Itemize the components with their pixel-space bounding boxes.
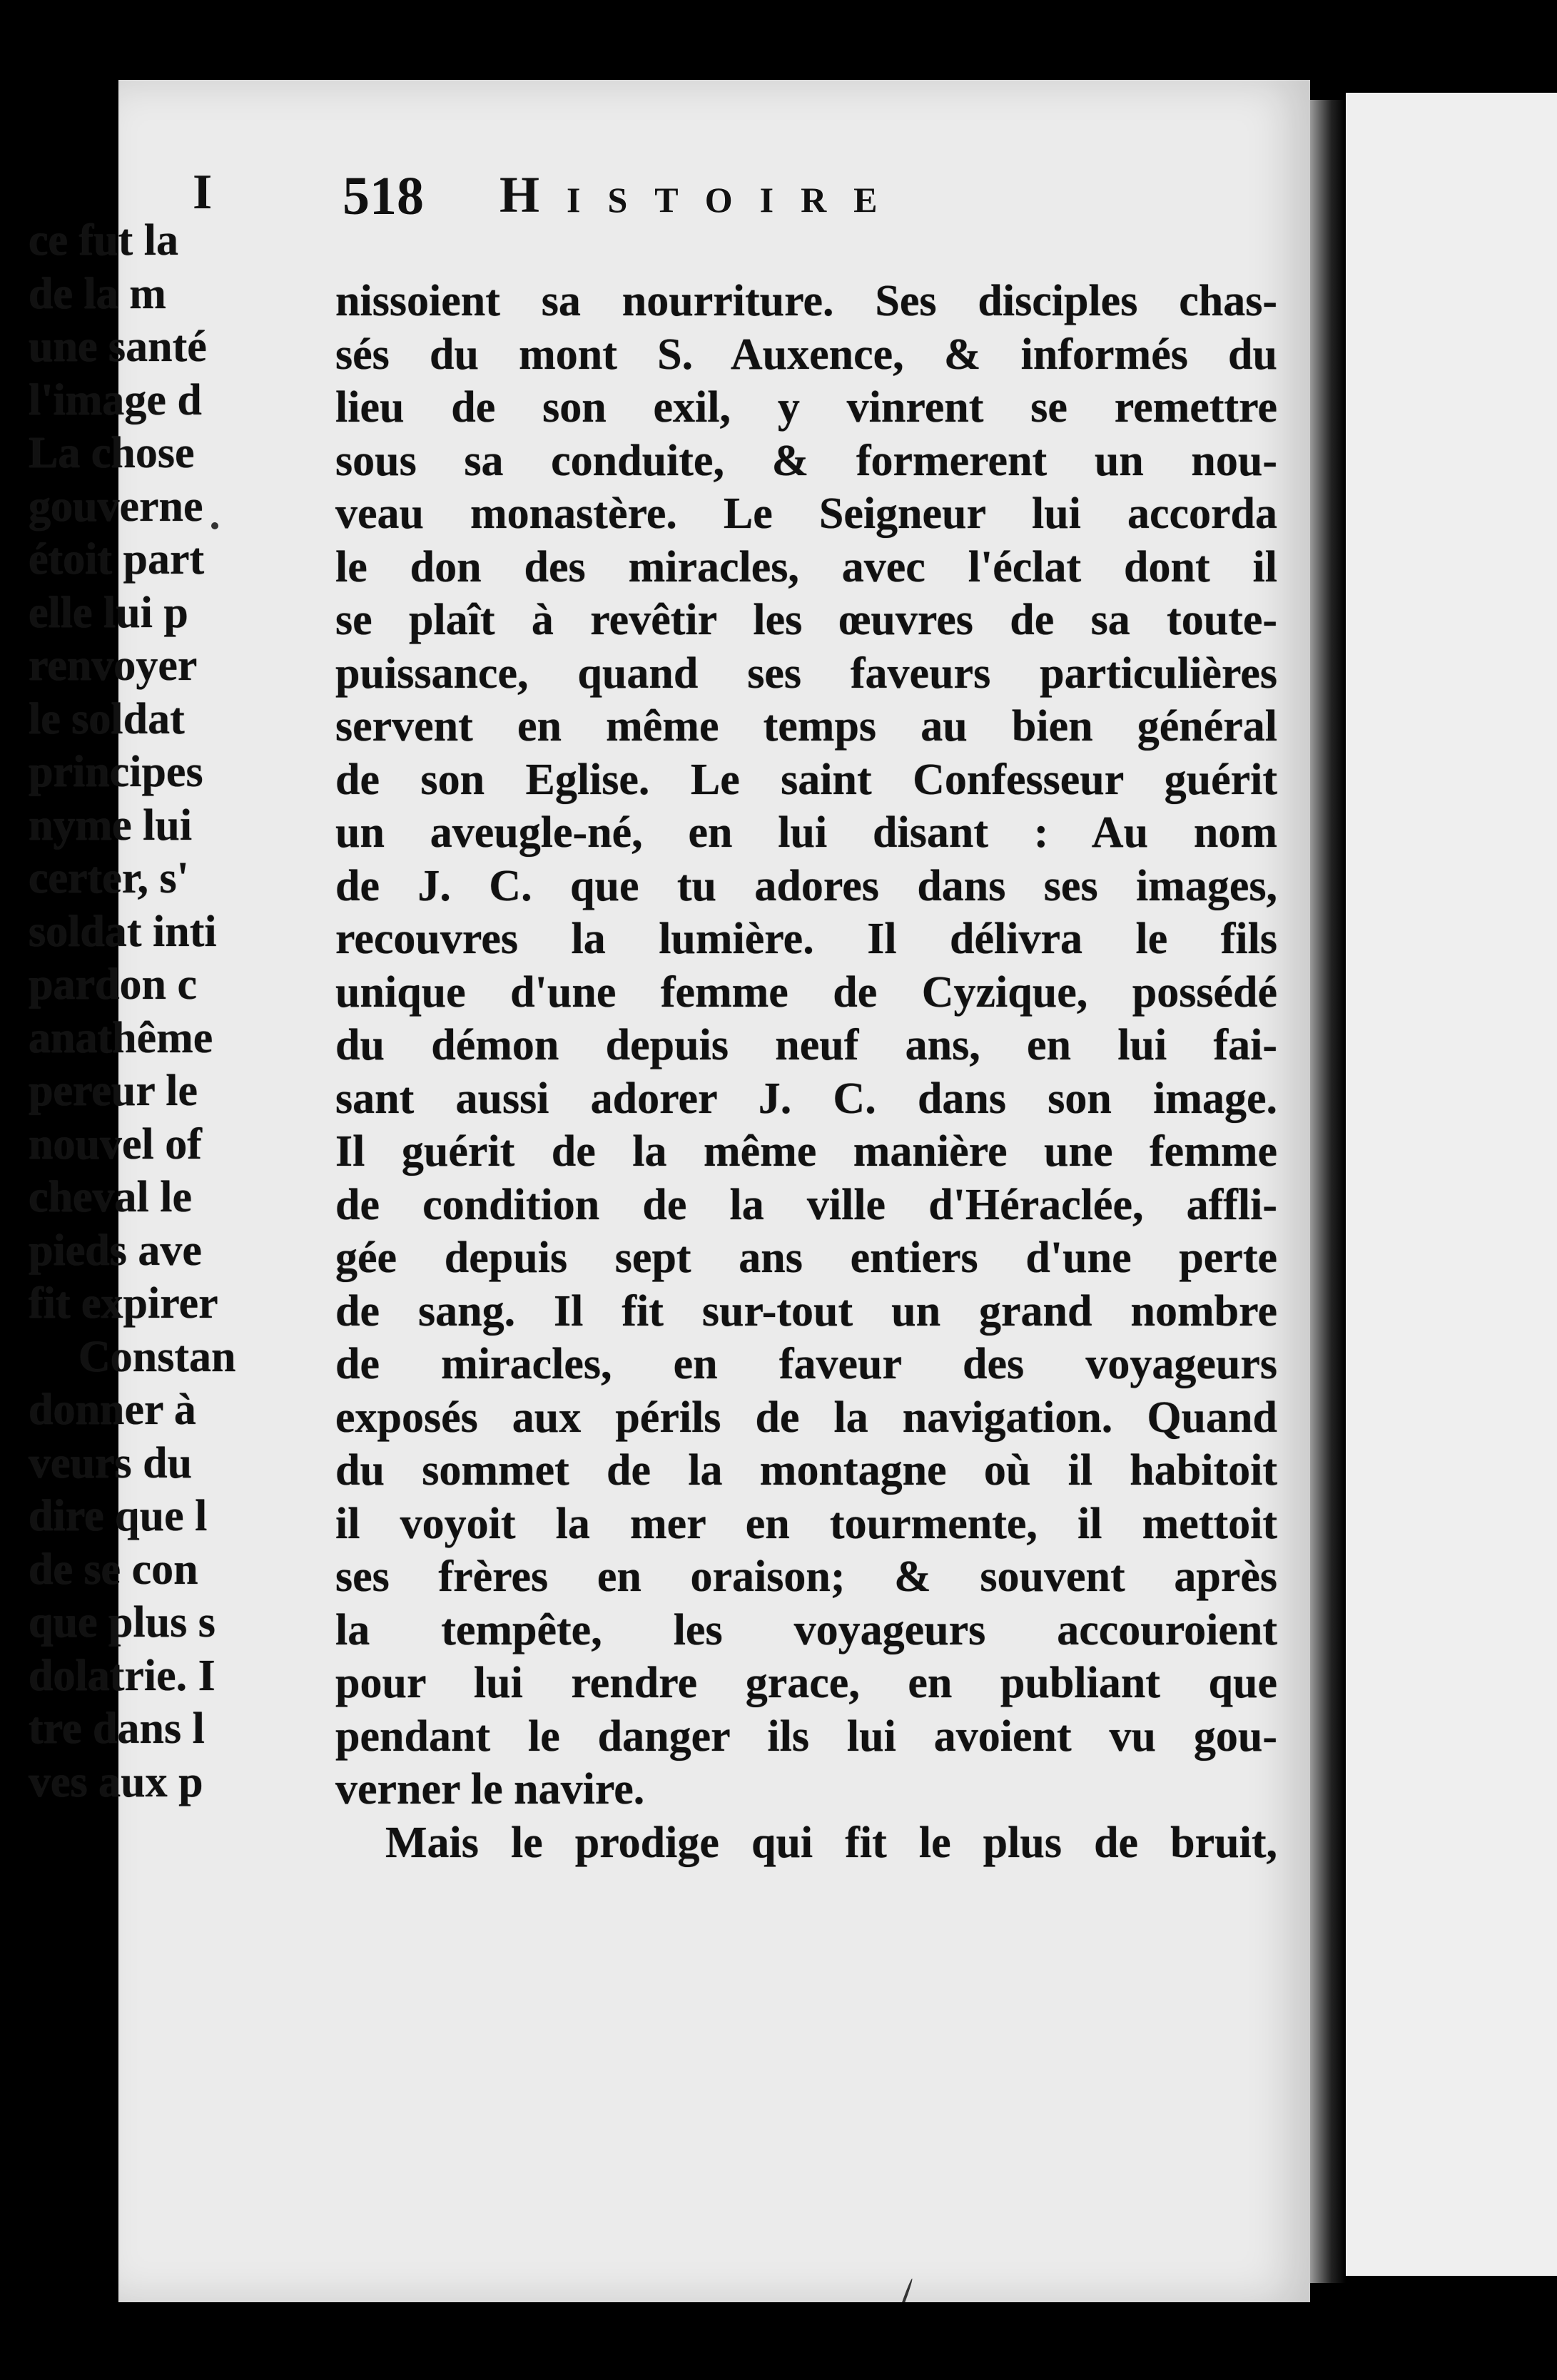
right-text-line: pieds ave	[29, 1226, 202, 1275]
right-text-line: La chose	[29, 429, 195, 477]
right-text-line: le soldat	[29, 694, 185, 743]
right-text-line: de se con	[29, 1545, 198, 1594]
right-text-line: soldat inti	[29, 907, 217, 956]
page-number: 518	[343, 166, 424, 226]
text-line: sant aussi adorer J. C. dans son image.	[335, 1074, 1277, 1123]
right-text-line: l'image d	[29, 375, 202, 424]
text-line: servent en même temps au bien général	[335, 702, 1277, 751]
right-text-line: anathême	[29, 1013, 213, 1062]
right-page-text	[29, 214, 257, 1809]
text-line: le don des miracles, avec l'éclat dont il	[335, 542, 1277, 591]
text-line: pendant le danger ils lui avoient vu gou-	[335, 1712, 1277, 1761]
right-text-line: gouverne	[29, 482, 203, 531]
text-line: de son Eglise. Le saint Confesseur guérit	[335, 755, 1277, 804]
book-gutter	[1310, 100, 1346, 2283]
text-line: puissance, quand ses faveurs particulières	[335, 649, 1277, 698]
right-text-line: pardon c	[29, 960, 197, 1009]
page-header	[343, 157, 1199, 264]
right-text-line: ce fut la	[29, 216, 179, 265]
text-line: gée depuis sept ans entiers d'une perte	[335, 1234, 1277, 1282]
text-line: sous sa conduite, & formerent un nou-	[335, 436, 1277, 485]
right-text-line: elle lui p	[29, 588, 188, 637]
right-text-line: tre dans l	[29, 1704, 205, 1753]
ink-mark	[896, 2278, 913, 2302]
right-text-line: de la m	[29, 269, 166, 318]
right-text-line: fit expirer	[29, 1279, 218, 1328]
right-text-line: ves aux p	[29, 1757, 203, 1806]
right-text-line: renvoyer	[29, 641, 198, 690]
right-text-line: une santé	[29, 322, 207, 371]
text-line: un aveugle-né, en lui disant : Au nom	[335, 808, 1277, 857]
text-line: lieu de son exil, y vinrent se remettre	[335, 383, 1277, 432]
text-line: recouvres la lumière. Il délivra le fils	[335, 915, 1277, 963]
right-text-line: Constan	[78, 1332, 236, 1381]
text-line: exposés aux périls de la navigation. Quand	[335, 1393, 1277, 1442]
right-text-line: pereur le	[29, 1067, 198, 1115]
right-text-line: donner à	[29, 1385, 196, 1434]
text-line: unique d'une femme de Cyzique, possédé	[335, 967, 1277, 1017]
text-line: de sang. Il fit sur-tout un grand nombre	[335, 1286, 1277, 1336]
text-line: il voyoit la mer en tourmente, il mettoit	[335, 1499, 1277, 1548]
right-text-line: cheval le	[29, 1173, 192, 1221]
text-line: se plaît à revêtir les œuvres de sa toute-	[335, 596, 1277, 644]
text-line: du sommet de la montagne où il habitoit	[335, 1446, 1277, 1495]
text-line: ses frères en oraison; & souvent après	[335, 1552, 1277, 1601]
right-text-line: certer, s'	[29, 854, 189, 902]
right-text-line: dolatrie. I	[29, 1651, 215, 1700]
right-text-line: nouvel of	[29, 1119, 202, 1169]
text-line: pour lui rendre grace, en publiant que	[335, 1659, 1277, 1707]
right-text-line: étoit part	[29, 535, 205, 584]
body-text	[335, 275, 1277, 1869]
text-line: Mais le prodige qui fit le plus de bruit,	[385, 1818, 1277, 1867]
right-page-header-fragment: I	[193, 165, 213, 220]
right-text-line: veurs du	[29, 1438, 193, 1488]
text-line: veau monastère. Le Seigneur lui accorda	[335, 489, 1277, 538]
right-text-line: dire que l	[29, 1492, 208, 1540]
text-line: de J. C. que tu adores dans ses images,	[335, 861, 1277, 910]
right-text-line: que plus s	[29, 1598, 215, 1647]
text-line: sés du mont S. Auxence, & informés du	[335, 330, 1277, 379]
right-text-line: principes	[29, 748, 203, 796]
text-line: de condition de la ville d'Héraclée, affli-	[335, 1180, 1277, 1229]
text-line: nissoient sa nourriture. Ses disciples chas-	[335, 277, 1277, 325]
text-line: de miracles, en faveur des voyageurs	[335, 1340, 1277, 1388]
text-line: verner le navire.	[335, 1765, 645, 1814]
right-page	[1346, 93, 1557, 2276]
right-text-line: nyme lui	[29, 800, 193, 850]
text-line: Il guérit de la même manière une femme	[335, 1127, 1277, 1176]
text-line: du démon depuis neuf ans, en lui fai-	[335, 1021, 1277, 1069]
text-line: la tempête, les voyageurs accouroient	[335, 1605, 1277, 1654]
running-head: Histoire	[499, 166, 905, 223]
